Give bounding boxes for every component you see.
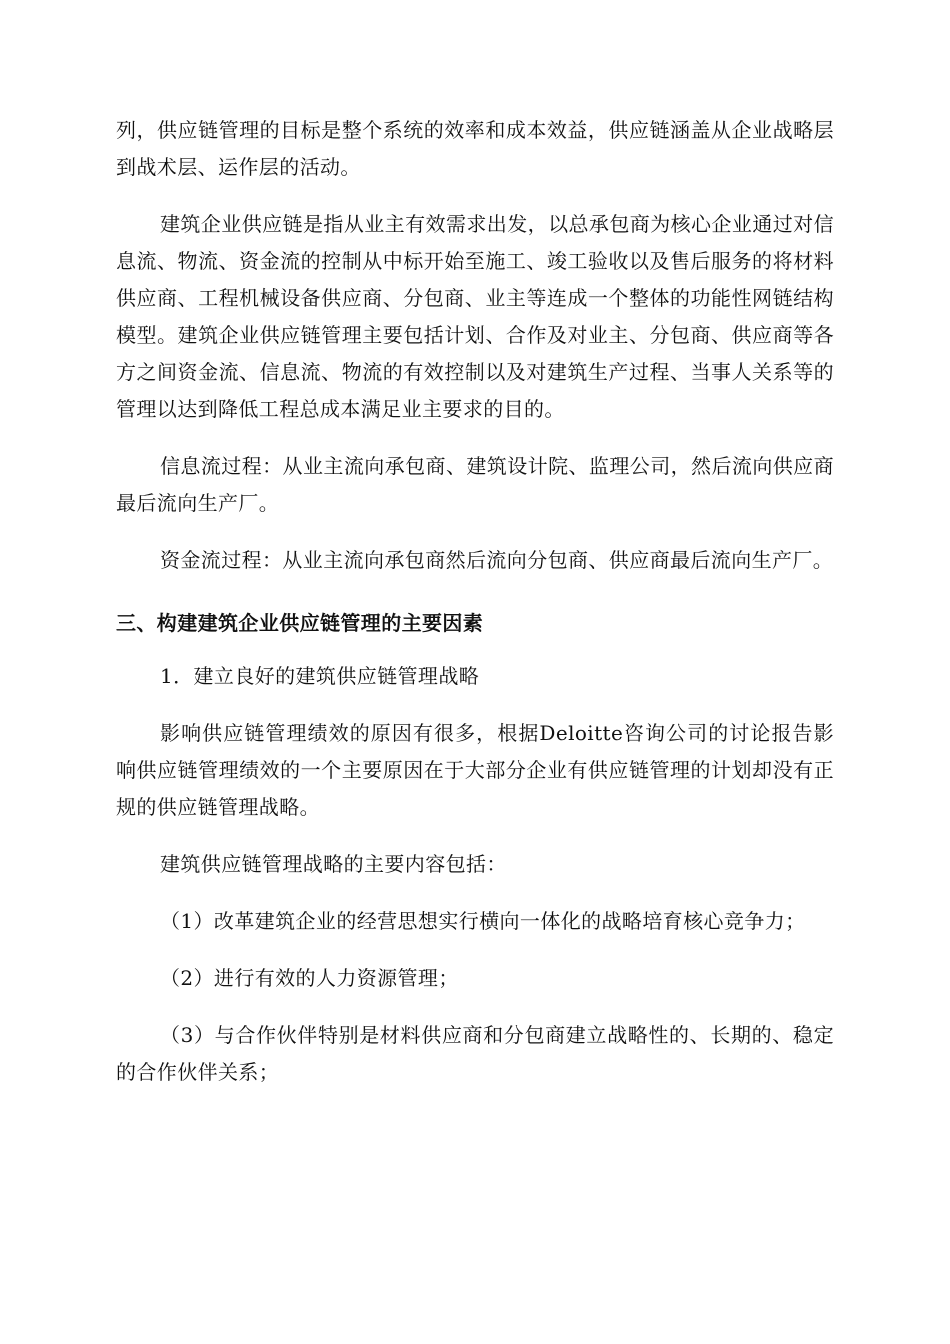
section-heading: 三、构建建筑企业供应链管理的主要因素 — [116, 611, 484, 635]
paragraph-capital-flow: 资金流过程：从业主流向承包商然后流向分包商、供应商最后流向生产厂。 — [160, 548, 834, 572]
subsection-heading: 1．建立良好的建筑供应链管理战略 — [160, 664, 480, 688]
document-page — [116, 112, 834, 1091]
paragraph-information-flow: 信息流过程：从业主流向承包商、建筑设计院、监理公司，然后流向供应商最后流向生产厂。 — [116, 454, 834, 515]
list-item: （3）与合作伙伴特别是材料供应商和分包商建立战略性的、长期的、稳定的合作伙伴关系； — [116, 1023, 834, 1084]
paragraph-construction-supply-chain: 建筑企业供应链是指从业主有效需求出发，以总承包商为核心企业通过对信息流、物流、资金流的控制从中标开始至施工、竣工验收以及售后服务的将材料供应商、工程机械设备供应商、分包商、业主等连成一个整体的功能性网链结构模型。建筑企业供应链管理主要包括计划、合作及对业主、分包商、供应商等各方之间资金流、信息流、物流的有效控制以及对建筑生产过程、当事人关系等的管理以达到降低工程总成本满足业主要求的目的。 — [116, 212, 834, 421]
paragraph-strategy-contents: 建筑供应链管理战略的主要内容包括： — [160, 852, 507, 876]
paragraph-deloitte: 影响供应链管理绩效的原因有很多，根据Deloitte咨询公司的讨论报告影响供应链管理绩效的一个主要原因在于大部分企业有供应链管理的计划却没有正规的供应链管理战略。 — [116, 721, 834, 819]
list-item: （2）进行有效的人力资源管理； — [160, 966, 459, 990]
paragraph-continuation: 列，供应链管理的目标是整个系统的效率和成本效益，供应链涵盖从企业战略层到战术层、运作层的活动。 — [116, 118, 834, 179]
list-item: （1）改革建筑企业的经营思想实行横向一体化的战略培育核心竞争力； — [160, 909, 806, 933]
